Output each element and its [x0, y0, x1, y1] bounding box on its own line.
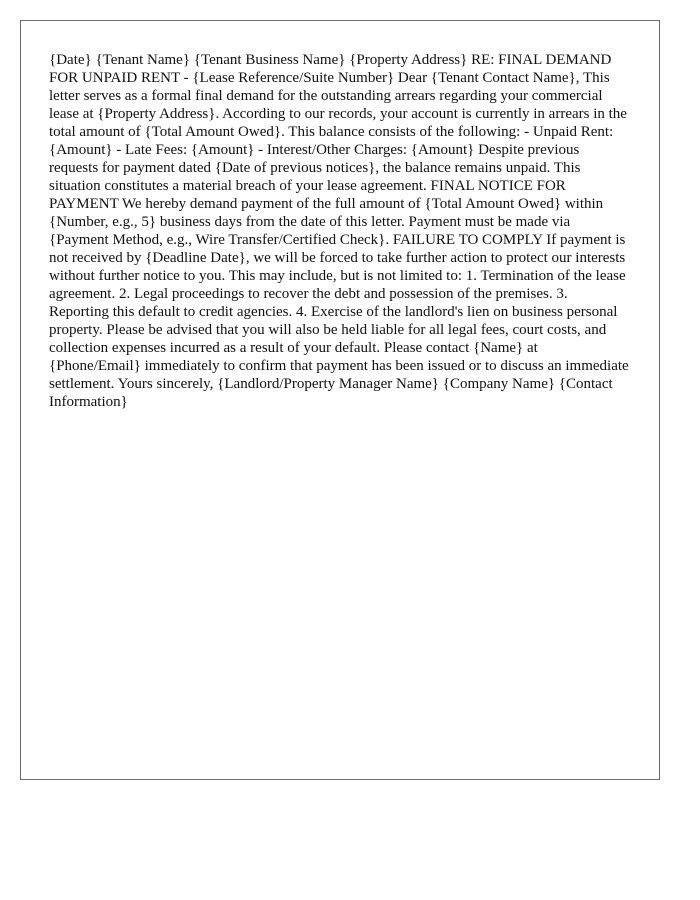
letter-body-text: {Date} {Tenant Name} {Tenant Business Name} {Property Address} RE: FINAL DEMAND FOR UNPAID RENT - {Lease Reference/Suite Number} Dear {Tenant Contact Name}, This letter serves as a formal final demand for the outstanding arrears regarding your commercial lease at {Property Address}. According to our records, your account is currently in arrears in the total amount of {Total Amount Owed}. This balance consists of the following: - Unpaid Rent: {Amount} - Late Fees: {Amount} - Interest/Other Charges: {Amount} Despite previous requests for payment dated {Date of previous notices}, the balance remains unpaid. This situation constitutes a material breach of your lease agreement. FINAL NOTICE FOR PAYMENT We hereby demand payment of the full amount of {Total Amount Owed} within {Number, e.g., 5} business days from the date of this letter. Payment must be made via {Payment Method, e.g., Wire Transfer/Certified Check}. FAILURE TO COMPLY If payment is not received by {Deadline Date}, we will be forced to take further action to protect our interests without further notice to you. This may include, but is not limited to: 1. Termination of the lease agreement. 2. Legal proceedings to recover the debt and possession of the premises. 3. Reporting this default to credit agencies. 4. Exercise of the landlord's lien on business personal property. Please be advised that you will also be held liable for all legal fees, court costs, and collection expenses incurred as a result of your default. Please contact {Name} at {Phone/Email} immediately to confirm that payment has been issued or to discuss an immediate settlement. Yours sincerely, {Landlord/Property Manager Name} {Company Name} {Contact Information}	[49, 52, 629, 410]
document-page	[20, 20, 660, 780]
